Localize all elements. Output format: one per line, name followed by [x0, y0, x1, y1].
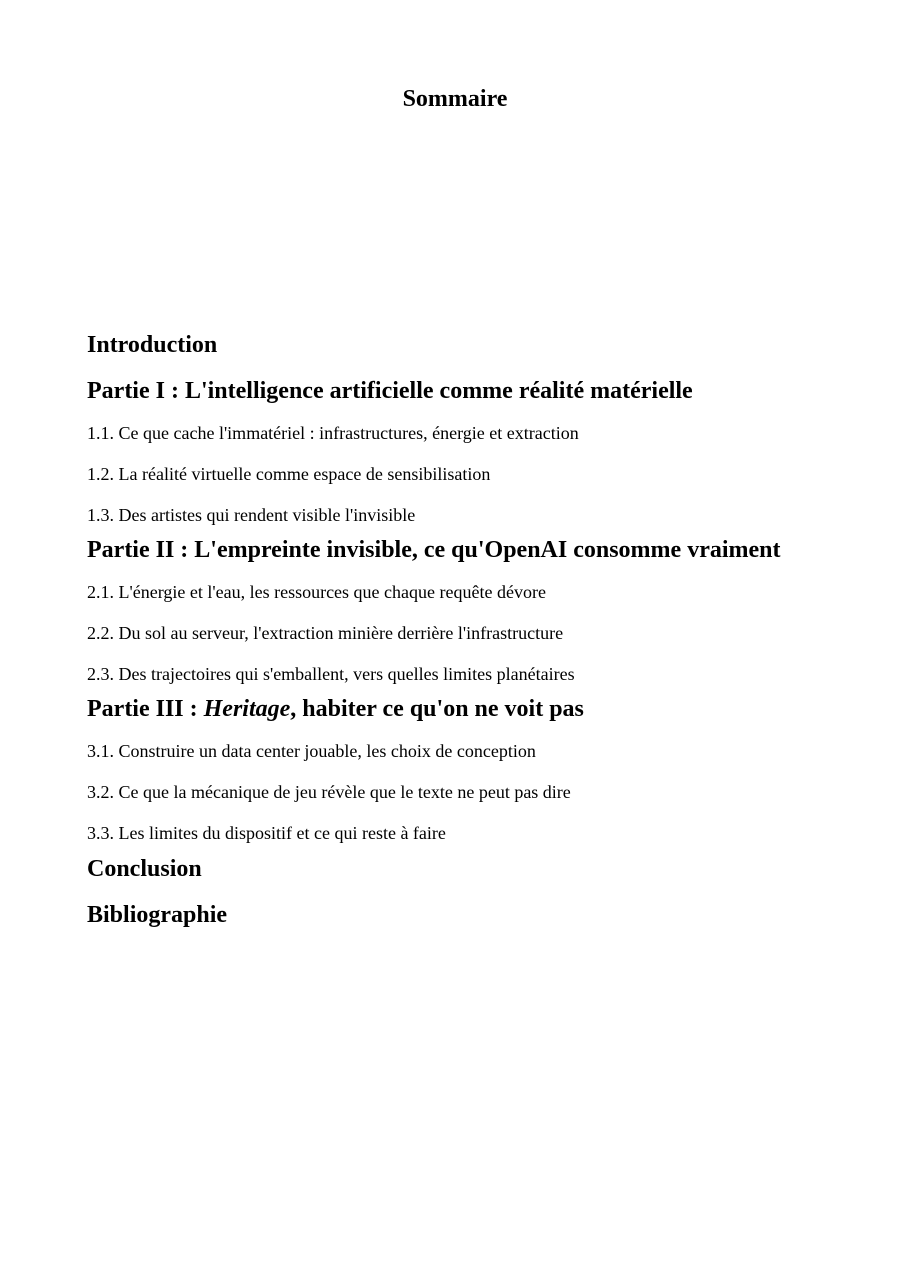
toc-section-1-3: 1.3. Des artistes qui rendent visible l'invisible	[87, 505, 416, 525]
page-title: Sommaire	[402, 86, 508, 112]
toc-introduction: Introduction	[87, 332, 218, 358]
toc-part-3-heading-italic: Heritage	[203, 696, 291, 722]
toc-part-2-heading: Partie II : L'empreinte invisible, ce qu'OpenAI consomme vraiment	[87, 537, 781, 563]
toc-section-3-1: 3.1. Construire un data center jouable, les choix de conception	[87, 741, 536, 761]
toc-section-1-2: 1.2. La réalité virtuelle comme espace de sensibilisation	[87, 464, 491, 484]
toc-section-1-1: 1.1. Ce que cache l'immatériel : infrastructures, énergie et extraction	[87, 423, 579, 443]
toc-section-3-3: 3.3. Les limites du dispositif et ce qui reste à faire	[87, 823, 446, 843]
toc-bibliography: Bibliographie	[87, 902, 228, 928]
toc-section-2-2: 2.2. Du sol au serveur, l'extraction minière derrière l'infrastructure	[87, 623, 564, 643]
toc-section-2-3: 2.3. Des trajectoires qui s'emballent, vers quelles limites planétaires	[87, 664, 575, 684]
toc-part-3-heading	[87, 694, 847, 724]
toc-section-2-1: 2.1. L'énergie et l'eau, les ressources que chaque requête dévore	[87, 582, 546, 602]
toc-section-3-2: 3.2. Ce que la mécanique de jeu révèle que le texte ne peut pas dire	[87, 782, 571, 802]
toc-part-3-heading-prefix: Partie III :	[87, 696, 204, 722]
toc-conclusion: Conclusion	[87, 856, 202, 882]
toc-part-1-heading: Partie I : L'intelligence artificielle comme réalité matérielle	[87, 378, 693, 404]
toc-part-3-heading-suffix: , habiter ce qu'on ne voit pas	[290, 696, 584, 722]
table-of-contents	[87, 330, 847, 930]
